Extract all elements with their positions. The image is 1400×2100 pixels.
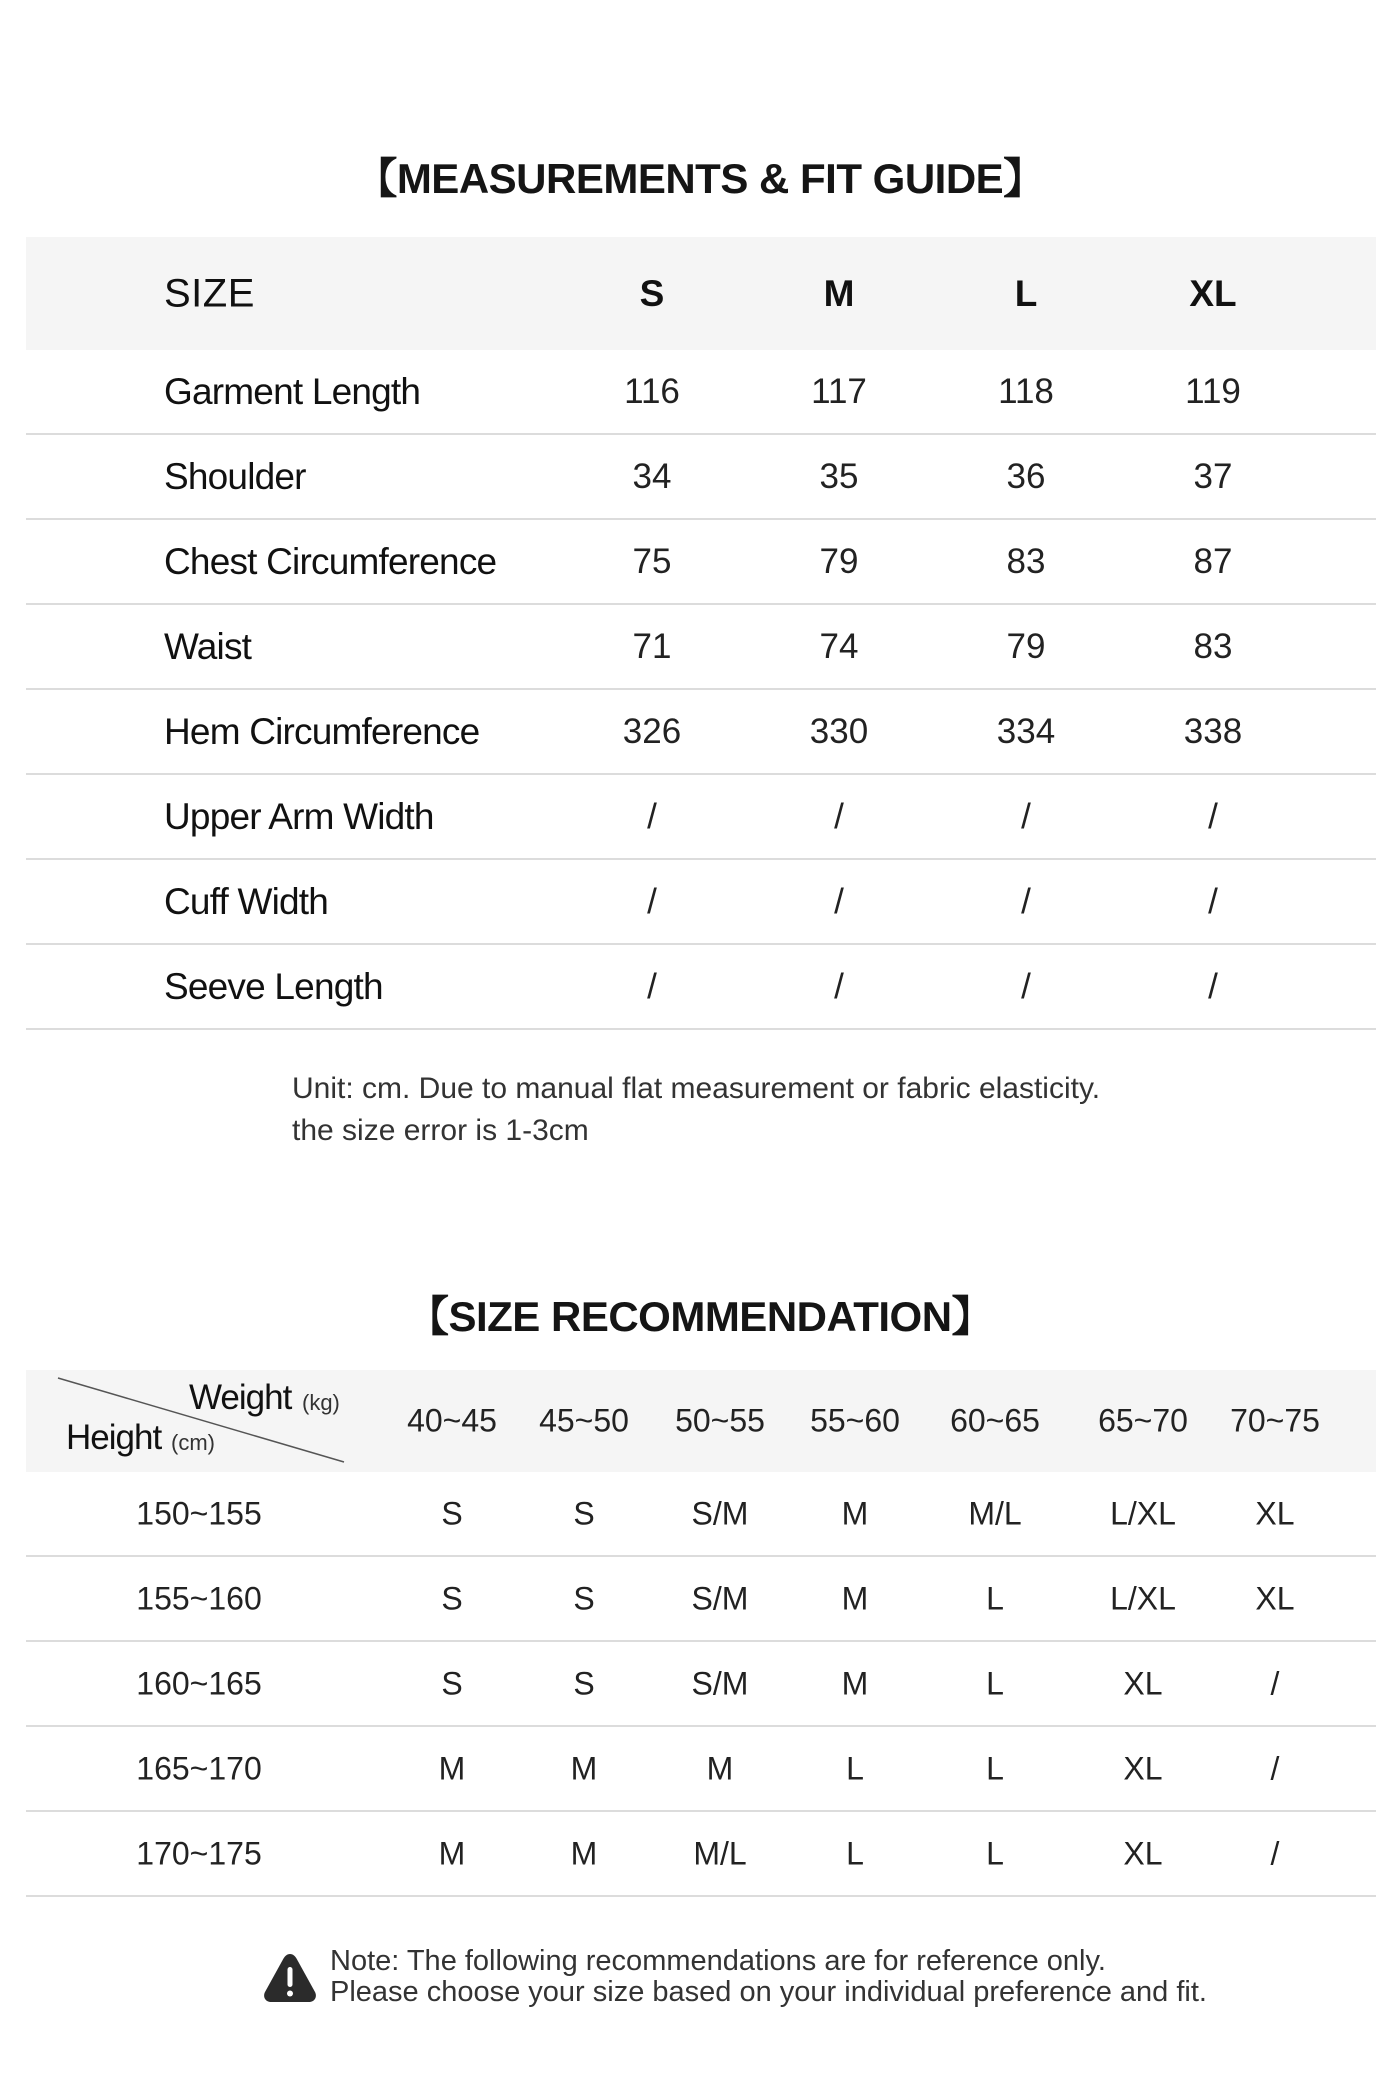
table-cell: / xyxy=(647,966,657,1006)
table-cell: 119 xyxy=(1185,371,1241,411)
table-cell: 71 xyxy=(632,626,672,666)
weight-header: 50~55 xyxy=(675,1402,765,1439)
table-cell: XL xyxy=(1123,1835,1163,1871)
recommendation-title: 【SIZE RECOMMENDATION】 xyxy=(406,1293,994,1340)
size-header-m: M xyxy=(823,272,855,314)
table-cell: M xyxy=(841,1580,869,1616)
table-cell: M xyxy=(841,1495,869,1531)
row-label: Waist xyxy=(164,625,252,667)
table-cell: L xyxy=(986,1580,1004,1616)
measurements-table xyxy=(26,237,1376,1030)
table-cell: 326 xyxy=(622,711,682,751)
table-row xyxy=(26,775,1376,860)
table-cell: / xyxy=(1021,796,1031,836)
table-cell: S xyxy=(573,1665,595,1701)
table-cell: 36 xyxy=(1006,456,1046,496)
table-cell: 75 xyxy=(632,541,672,581)
table-cell: XL xyxy=(1255,1580,1295,1616)
height-cell: 155~160 xyxy=(136,1580,262,1616)
size-header-s: S xyxy=(639,272,665,314)
table-row xyxy=(26,1472,1376,1557)
table-row xyxy=(26,1812,1376,1897)
table-cell: 35 xyxy=(819,456,859,496)
measurements-header-row xyxy=(26,237,1376,350)
table-cell: S xyxy=(573,1495,595,1531)
table-cell: M xyxy=(438,1750,466,1786)
table-cell: L xyxy=(986,1750,1004,1786)
table-cell: 87 xyxy=(1193,541,1233,581)
height-cell: 160~165 xyxy=(136,1665,262,1701)
table-cell: L xyxy=(986,1665,1004,1701)
table-cell: S xyxy=(441,1580,463,1616)
table-cell: M/L xyxy=(693,1835,747,1871)
table-cell: / xyxy=(1208,796,1218,836)
table-cell: 79 xyxy=(1006,626,1046,666)
table-cell: 79 xyxy=(819,541,859,581)
table-cell: M/L xyxy=(968,1495,1022,1531)
table-row xyxy=(26,520,1376,605)
table-cell: 74 xyxy=(819,626,859,666)
table-row xyxy=(26,605,1376,690)
table-cell: S/M xyxy=(691,1495,749,1531)
table-cell: 83 xyxy=(1193,626,1233,666)
table-row xyxy=(26,945,1376,1030)
table-cell: 83 xyxy=(1006,541,1046,581)
row-label: Seeve Length xyxy=(164,965,383,1007)
table-row xyxy=(26,690,1376,775)
weight-header: 55~60 xyxy=(810,1402,900,1439)
table-cell: / xyxy=(1021,881,1031,921)
weight-header: 40~45 xyxy=(407,1402,497,1439)
table-cell: XL xyxy=(1123,1665,1163,1701)
table-cell: / xyxy=(834,881,844,921)
height-label: Height xyxy=(66,1418,162,1457)
table-cell: M xyxy=(438,1835,466,1871)
weight-unit: (kg) xyxy=(302,1390,340,1415)
height-cell: 170~175 xyxy=(136,1835,262,1871)
table-cell: S/M xyxy=(691,1665,749,1701)
table-cell: / xyxy=(834,966,844,1006)
table-row xyxy=(26,1642,1376,1727)
row-label: Shoulder xyxy=(164,455,306,497)
recommendation-header-row xyxy=(26,1370,1376,1472)
unit-note xyxy=(292,1068,1100,1152)
size-header-xl: XL xyxy=(1189,272,1237,314)
weight-header: 60~65 xyxy=(950,1402,1040,1439)
row-label: Upper Arm Width xyxy=(164,795,434,837)
height-unit: (cm) xyxy=(171,1430,215,1455)
table-cell: 118 xyxy=(998,371,1054,411)
table-cell: / xyxy=(1270,1750,1280,1786)
table-cell: L/XL xyxy=(1110,1580,1176,1616)
weight-header: 70~75 xyxy=(1230,1402,1320,1439)
table-cell: L/XL xyxy=(1110,1495,1176,1531)
table-row xyxy=(26,1557,1376,1642)
row-label: Hem Circumference xyxy=(164,710,480,752)
recommendation-table xyxy=(26,1370,1376,1897)
table-cell: / xyxy=(647,881,657,921)
height-cell: 165~170 xyxy=(136,1750,262,1786)
table-cell: / xyxy=(834,796,844,836)
table-cell: S xyxy=(573,1580,595,1616)
table-cell: 34 xyxy=(632,456,672,496)
table-cell: M xyxy=(706,1750,734,1786)
weight-label: Weight xyxy=(189,1378,292,1417)
table-cell: S xyxy=(441,1495,463,1531)
size-header-l: L xyxy=(1014,272,1038,314)
row-label: Cuff Width xyxy=(164,880,329,922)
table-row xyxy=(26,1727,1376,1812)
height-cell: 150~155 xyxy=(136,1495,262,1531)
unit-note-line1: Unit: cm. Due to manual flat measurement or fabric elasticity. xyxy=(292,1072,1101,1105)
table-cell: / xyxy=(1208,966,1218,1006)
table-cell: M xyxy=(570,1835,598,1871)
table-cell: XL xyxy=(1255,1495,1295,1531)
table-cell: XL xyxy=(1123,1750,1163,1786)
table-cell: 338 xyxy=(1183,711,1243,751)
size-header-label: SIZE xyxy=(164,271,255,315)
weight-header: 45~50 xyxy=(539,1402,629,1439)
table-cell: M xyxy=(570,1750,598,1786)
table-cell: M xyxy=(841,1665,869,1701)
table-cell: 37 xyxy=(1193,456,1233,496)
table-cell: / xyxy=(1208,881,1218,921)
warning-icon xyxy=(262,1952,318,2004)
weight-header: 65~70 xyxy=(1098,1402,1188,1439)
table-cell: / xyxy=(1021,966,1031,1006)
measurements-title: 【MEASUREMENTS & FIT GUIDE】 xyxy=(355,155,1045,202)
table-row xyxy=(26,860,1376,945)
table-cell: / xyxy=(647,796,657,836)
table-cell: / xyxy=(1270,1835,1280,1871)
table-cell: / xyxy=(1270,1665,1280,1701)
table-row xyxy=(26,350,1376,435)
table-cell: 117 xyxy=(811,371,867,411)
table-cell: L xyxy=(846,1835,864,1871)
table-cell: L xyxy=(986,1835,1004,1871)
note-line2: Please choose your size based on your individual preference and fit. xyxy=(330,1976,1207,2008)
row-label: Garment Length xyxy=(164,370,421,412)
row-label: Chest Circumference xyxy=(164,540,497,582)
table-cell: 330 xyxy=(809,711,869,751)
table-cell: S xyxy=(441,1665,463,1701)
unit-note-line2: the size error is 1-3cm xyxy=(292,1114,589,1147)
table-cell: 116 xyxy=(624,371,680,411)
table-cell: S/M xyxy=(691,1580,749,1616)
table-cell: 334 xyxy=(996,711,1056,751)
table-cell: L xyxy=(846,1750,864,1786)
table-row xyxy=(26,435,1376,520)
note-line1: Note: The following recommendations are for reference only. xyxy=(330,1945,1106,1977)
